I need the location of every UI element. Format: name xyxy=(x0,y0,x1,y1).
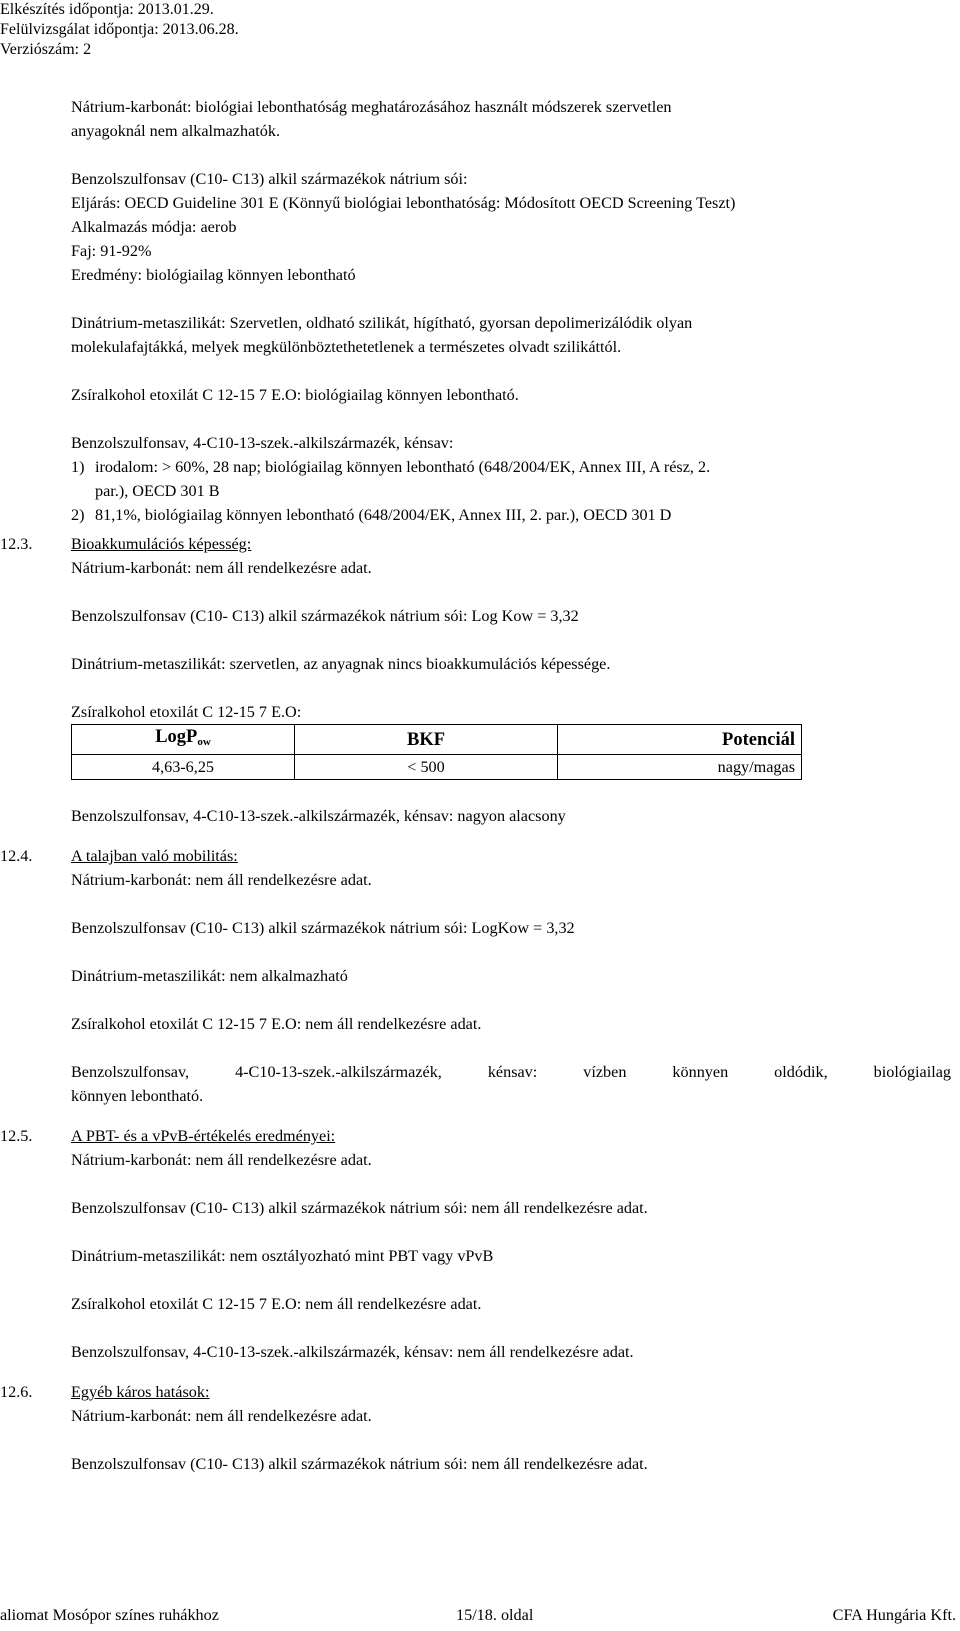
revised-date: Felülvizsgálat időpontja: 2013.06.28. xyxy=(0,21,239,38)
text-line: Nátrium-karbonát: nem áll rendelkezésre adat. xyxy=(71,1407,372,1425)
table-cell: nagy/magas xyxy=(558,755,802,780)
footer-page-number: 15/18. oldal xyxy=(456,1606,534,1624)
section-number: 12.4. xyxy=(0,847,33,865)
text-line: 81,1%, biológiailag könnyen lebontható (648/2004/EK, Annex III, 2. par.), OECD 301 D xyxy=(95,506,672,524)
footer-product: aliomat Mosópor színes ruhákhoz xyxy=(0,1606,219,1624)
version-number: Verziószám: 2 xyxy=(0,41,92,58)
text-line: Benzolszulfonsav (C10- C13) alkil származékok nátrium sói: nem áll rendelkezésre adat. xyxy=(71,1199,648,1217)
text-line: molekulafajtákká, melyek megkülönböztethetetlenek a természetes olvadt szilikáttól. xyxy=(71,338,622,356)
text-line: anyagoknál nem alkalmazhatók. xyxy=(71,122,281,140)
table-header-potential: Potenciál xyxy=(558,725,802,755)
list-number: 2) xyxy=(71,506,85,524)
text-line: Dinátrium-metaszilikát: Szervetlen, oldható szilikát, hígítható, gyorsan depolimerizálódik olyan xyxy=(71,314,693,332)
text-line: Benzolszulfonsav (C10- C13) alkil származékok nátrium sói: xyxy=(71,170,468,188)
text-line: Nátrium-karbonát: nem áll rendelkezésre adat. xyxy=(71,559,372,577)
footer-company: CFA Hungária Kft. xyxy=(832,1606,956,1624)
text-line: könnyen lebontható. xyxy=(71,1087,204,1105)
text-line: Benzolszulfonsav, 4-C10-13-szek.-alkilszármazék, kénsav: xyxy=(71,434,454,452)
section-12-2-continuation xyxy=(71,95,951,527)
text-line: Zsíralkohol etoxilát C 12-15 7 E.O: xyxy=(71,703,302,721)
text-line: Nátrium-karbonát: nem áll rendelkezésre adat. xyxy=(71,871,372,889)
text-line: Zsíralkohol etoxilát C 12-15 7 E.O: biológiailag könnyen lebontható. xyxy=(71,386,519,404)
section-number: 12.6. xyxy=(0,1383,33,1401)
text-line: irodalom: > 60%, 28 nap; biológiailag könnyen lebontható (648/2004/EK, Annex III, A rész, 2. xyxy=(95,458,711,476)
list-number: 1) xyxy=(71,458,85,476)
created-date: Elkészítés időpontja: 2013.01.29. xyxy=(0,1,214,18)
text-line: par.), OECD 301 B xyxy=(95,482,220,500)
text-line: Benzolszulfonsav (C10- C13) alkil származékok nátrium sói: LogKow = 3,32 xyxy=(71,919,575,937)
section-title: A PBT- és a vPvB-értékelés eredményei: xyxy=(71,1127,336,1145)
section-number: 12.5. xyxy=(0,1127,33,1145)
text-line: Benzolszulfonsav (C10- C13) alkil származékok nátrium sói: nem áll rendelkezésre adat. xyxy=(71,1455,648,1473)
text-line: Nátrium-karbonát: nem áll rendelkezésre adat. xyxy=(71,1151,372,1169)
text-line: Benzolszulfonsav (C10- C13) alkil származékok nátrium sói: Log Kow = 3,32 xyxy=(71,607,579,625)
section-number: 12.3. xyxy=(0,535,33,553)
table-cell: 4,63-6,25 xyxy=(72,755,295,780)
list-item xyxy=(71,503,951,527)
table-header-logpow: LogP$_{ow}$ xyxy=(72,725,295,755)
list-item xyxy=(71,455,951,503)
section-title: Egyéb káros hatások: xyxy=(71,1383,210,1401)
text-line: Dinátrium-metaszilikát: nem osztályozható mint PBT vagy vPvB xyxy=(71,1247,494,1265)
text-line: Faj: 91-92% xyxy=(71,242,152,260)
text-line: Zsíralkohol etoxilát C 12-15 7 E.O: nem áll rendelkezésre adat. xyxy=(71,1295,482,1313)
document-footer xyxy=(0,1603,960,1627)
table-header-row xyxy=(72,725,802,755)
text-line: Benzolszulfonsav, 4-C10-13-szek.-alkilszármazék, kénsav: nem áll rendelkezésre adat. xyxy=(71,1343,634,1361)
section-title: A talajban való mobilitás: xyxy=(71,847,238,865)
table-cell: < 500 xyxy=(295,755,558,780)
table-header-bkf: BKF xyxy=(295,725,558,755)
text-line: Benzolszulfonsav, 4-C10-13-szek.-alkilszármazék, kénsav: vízben könnyen oldódik, biológiailag xyxy=(71,1063,951,1081)
text-line: Dinátrium-metaszilikát: szervetlen, az anyagnak nincs bioakkumulációs képessége. xyxy=(71,655,611,673)
table-row xyxy=(72,755,802,780)
bioaccumulation-table xyxy=(71,724,802,780)
text-line: Alkalmazás módja: aerob xyxy=(71,218,237,236)
section-title: Bioakkumulációs képesség: xyxy=(71,535,252,553)
text-line: Zsíralkohol etoxilát C 12-15 7 E.O: nem áll rendelkezésre adat. xyxy=(71,1015,482,1033)
text-line: Nátrium-karbonát: biológiai lebonthatóság meghatározásához használt módszerek szervetlen xyxy=(71,98,672,116)
text-line: Eredmény: biológiailag könnyen lebontható xyxy=(71,266,356,284)
text-line: Benzolszulfonsav, 4-C10-13-szek.-alkilszármazék, kénsav: nagyon alacsony xyxy=(71,807,566,825)
text-line: Eljárás: OECD Guideline 301 E (Könnyű biológiai lebonthatóság: Módosított OECD Screening Teszt) xyxy=(71,194,736,212)
document-header xyxy=(0,0,239,60)
text-line: Dinátrium-metaszilikát: nem alkalmazható xyxy=(71,967,348,985)
